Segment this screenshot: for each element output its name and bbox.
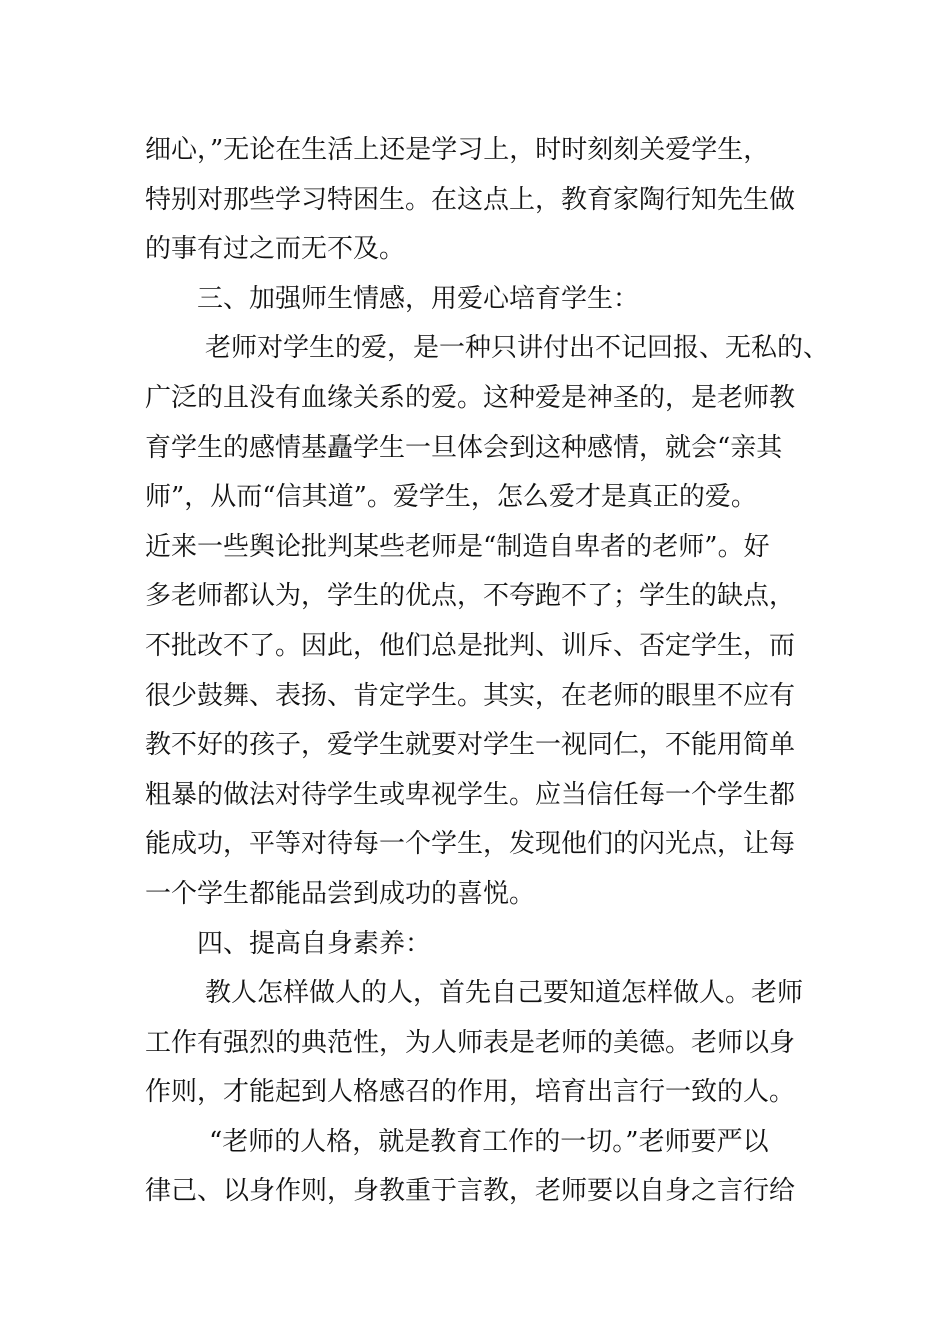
document-body [145,126,830,1217]
text-line: 师”，从而“信其道”。爱学生，怎么爱才是真正的爱。 [145,482,757,513]
text-line: 很少鼓舞、表扬、肯定学生。其实，在老师的眼里不应有 [145,680,796,711]
text-line: 律己、以身作则，身教重于言教，老师要以自身之言行给 [145,1176,796,1207]
text-line: 教人怎样做人的人，首先自己要知道怎样做人。老师 [205,978,804,1009]
section-heading: 三、加强师生情感，用爱心培育学生： [197,283,640,314]
text-line: 工作有强烈的典范性，为人师表是老师的美德。老师以身 [145,1027,796,1058]
text-line: 能成功，平等对待每一个学生，发现他们的闪光点，让每 [145,829,796,860]
text-line: 育学生的感情基矗学生一旦体会到这种感情，就会“亲其 [145,432,783,463]
text-line: 作则，才能起到人格感召的作用，培育出言行一致的人。 [145,1077,796,1108]
text-line: 广泛的且没有血缘关系的爱。这种爱是神圣的，是老师教 [145,382,796,413]
text-line: 教不好的孩子，爱学生就要对学生一视同仁，不能用简单 [145,730,796,761]
text-line: 多老师都认为，学生的优点，不夸跑不了；学生的缺点， [145,581,796,612]
text-line: 粗暴的做法对待学生或卑视学生。应当信任每一个学生都 [145,779,796,810]
text-line: “老师的人格，就是教育工作的一切。”老师要严以 [209,1126,769,1157]
text-line: 近来一些舆论批判某些老师是“制造自卑者的老师”。好 [145,531,770,562]
text-line: 的事有过之而无不及。 [145,234,406,265]
section-heading: 四、提高自身素养： [197,928,432,959]
text-line: 细心，”无论在生活上还是学习上，时时刻刻关爱学生， [145,135,770,165]
text-line: 不批改不了。因此，他们总是批判、训斥、否定学生，而 [145,630,796,661]
text-line: 特别对那些学习特困生。在这点上，教育家陶行知先生做 [145,184,796,215]
text-line: 老师对学生的爱，是一种只讲付出不记回报、无私的、 [205,333,830,364]
text-line: 一个学生都能品尝到成功的喜悦。 [145,878,536,909]
